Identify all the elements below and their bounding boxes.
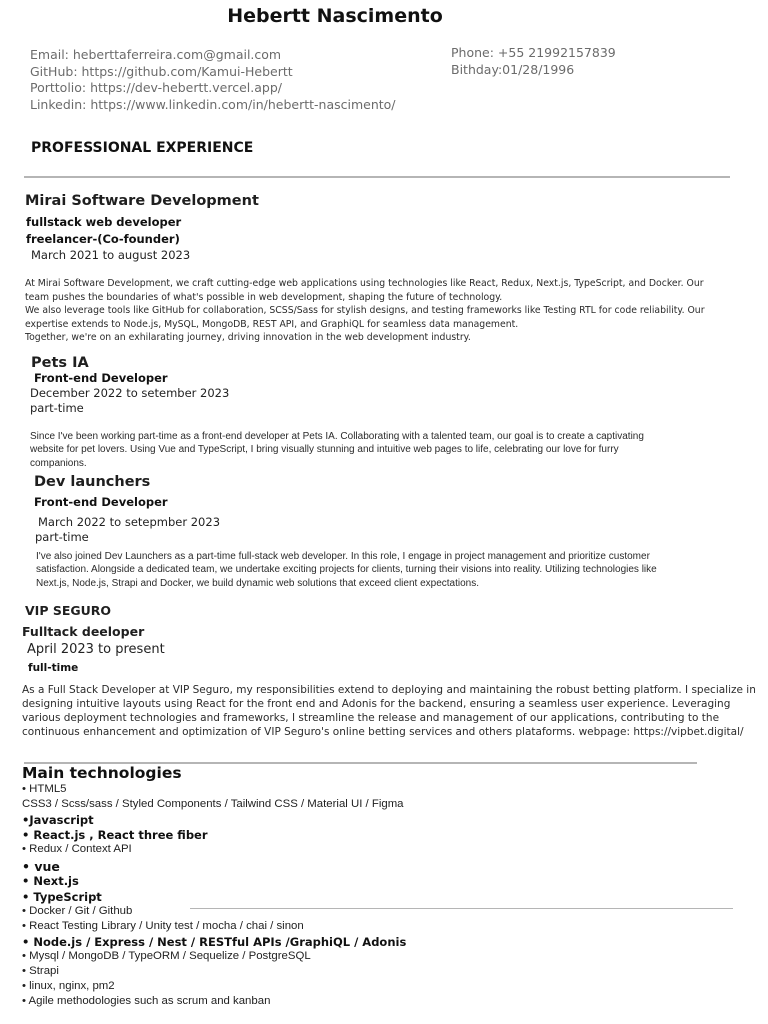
- tech-item: • Strapi: [22, 965, 59, 977]
- candidate-name: Hebertt Nascimento: [227, 5, 443, 27]
- job-role-mirai: fullstack web developer: [26, 215, 182, 229]
- tech-item: • linux, nginx, pm2: [22, 980, 115, 992]
- tech-item: • React.js , React three fiber: [22, 828, 208, 842]
- tech-item: • Next.js: [22, 874, 79, 888]
- tech-item: • vue: [22, 859, 60, 874]
- job-period-mirai: March 2021 to august 2023: [31, 248, 191, 262]
- section-title-technologies: Main technologies: [22, 764, 182, 782]
- tech-item: • Node.js / Express / Nest / RESTful APIs /GraphiQL / Adonis: [22, 935, 407, 949]
- section-title-experience: PROFESSIONAL EXPERIENCE: [31, 140, 254, 156]
- job-description-paragraph: At Mirai Software Development, we craft cutting-edge web applications using technologies like React, Redux, Next.js, TypeScript, and Docker. Our team pushes the boundaries of what's possible in web development, shaping the future of technology.: [25, 278, 704, 303]
- tech-item: •Javascript: [22, 813, 94, 827]
- job-description-paragraph: Together, we're on an exhilarating journey, driving innovation in the web development industry.: [25, 332, 471, 343]
- section-divider: [24, 176, 730, 178]
- tech-item: • Redux / Context API: [22, 843, 132, 855]
- job-type-dev-launchers: part-time: [35, 530, 89, 544]
- company-name-pets-ia: Pets IA: [31, 355, 89, 371]
- tech-item: • Agile methodologies such as scrum and kanban: [22, 995, 271, 1007]
- job-description-pets-ia: Since I've been working part-time as a front-end developer at Pets IA. Collaborating with a talented team, our goal is to create a captivating website for pet lovers. Using Vue and TypeScript, I bring visually stunning and intuitive web pages to life, celebrating our love for furry companions.: [30, 431, 644, 469]
- contact-birthday: Bithday:01/28/1996: [451, 61, 575, 77]
- company-name-dev-launchers: Dev launchers: [34, 474, 151, 490]
- job-period-dev-launchers: March 2022 to setepmber 2023: [38, 515, 221, 529]
- job-description-dev-launchers: I've also joined Dev Launchers as a part-time full-stack web developer. In this role, I engage in project management and prioritize customer satisfaction. Alongside a dedicated team, we undertake exciting projects for clients, turning their visions into reality. Utilizing technologies like Next.js, Node.js, Strapi and Docker, we build dynamic web solutions that exceed client expectations.: [36, 551, 657, 589]
- tech-item: • Docker / Git / Github: [22, 905, 133, 917]
- tech-item: • Mysql / MongoDB / TypeORM / Sequelize / PostgreSQL: [22, 950, 311, 962]
- section-divider: [190, 908, 733, 909]
- tech-item: CSS3 / Scss/sass / Styled Components / Tailwind CSS / Material UI / Figma: [22, 798, 404, 810]
- job-role-vip-seguro: Fulltack deeloper: [22, 624, 145, 639]
- contact-portfolio: Porttolio: https://dev-hebertt.vercel.app/: [30, 80, 282, 95]
- job-role-pets-ia: Front-end Developer: [34, 371, 168, 385]
- job-description-vip-seguro: As a Full Stack Developer at VIP Seguro, my responsibilities extend to deploying and maintaining the robust betting platform. I specialize in designing intuitive layouts using React for the front end and Adonis for the backend, ensuring a seamless user experience. Leveraging various deployment technologies and frameworks, I streamline the release and management of our applications, contributing to the continuous enhancement and optimization of VIP Seguro's online betting services and others plataforms. webpage: https://vipbet.digital/: [22, 684, 756, 738]
- contact-phone: Phone: +55 21992157839: [451, 45, 616, 60]
- job-description-paragraph: We also leverage tools like GitHub for collaboration, SCSS/Sass for stylish designs, and testing frameworks like Testing RTL for code reliability. Our expertise extends to Node.js, MySQL, MongoDB, REST API, and GraphiQL for seamless data management.: [25, 305, 705, 330]
- tech-item: • React Testing Library / Unity test / mocha / chai / sinon: [22, 920, 304, 932]
- contact-email: Email: heberttaferreira.com@gmail.com: [30, 47, 282, 62]
- job-role-secondary-mirai: freelancer-(Co-founder): [26, 232, 180, 246]
- company-name-mirai: Mirai Software Development: [25, 193, 259, 209]
- contact-linkedin: Linkedin: https://www.linkedin.com/in/hebertt-nascimento/: [30, 96, 396, 112]
- job-type-vip-seguro: full-time: [28, 662, 79, 674]
- job-description-mirai: [25, 277, 730, 345]
- tech-item: • HTML5: [22, 783, 67, 795]
- section-divider: [24, 762, 697, 764]
- job-role-dev-launchers: Front-end Developer: [34, 495, 168, 509]
- tech-item: • TypeScript: [22, 890, 102, 904]
- company-name-vip-seguro: VIP SEGURO: [25, 603, 112, 618]
- job-period-vip-seguro: April 2023 to present: [27, 642, 165, 657]
- contact-github: GitHub: https://github.com/Kamui-Hebertt: [30, 63, 293, 79]
- job-period-pets-ia: December 2022 to setember 2023: [30, 386, 230, 400]
- job-type-pets-ia: part-time: [30, 401, 84, 415]
